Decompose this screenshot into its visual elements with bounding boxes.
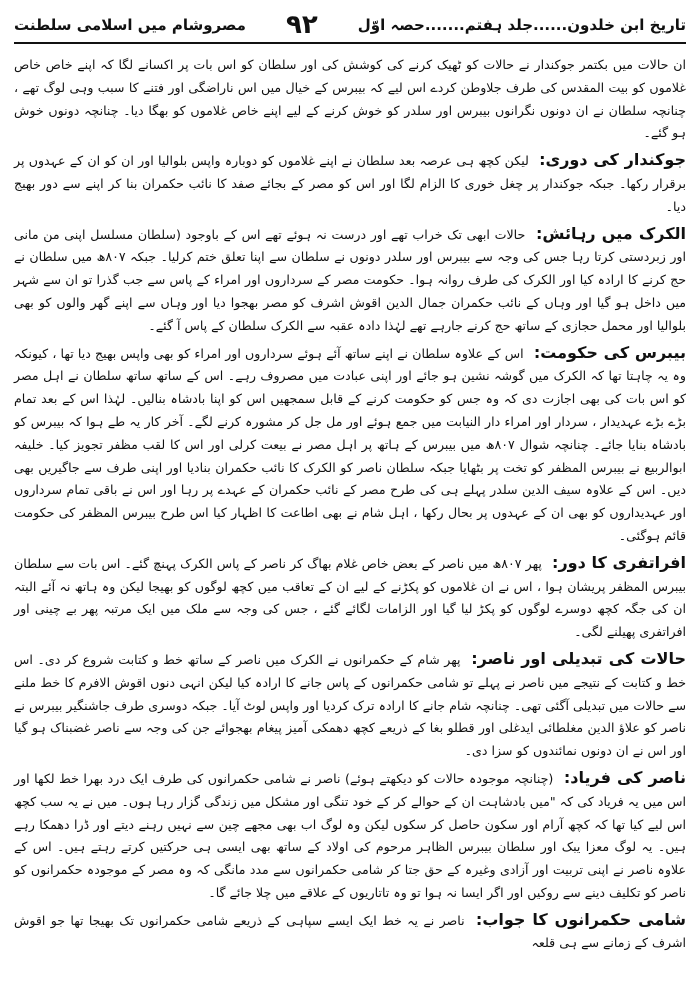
paragraph-1: [14, 54, 686, 145]
page-number: ۹۲: [285, 10, 318, 40]
chapter-title: مصروشام میں اسلامی سلطنت: [14, 16, 246, 34]
paragraph-text: لیکن کچھ ہی عرصہ بعد سلطان نے اپنے غلاموں کو دوبارہ واپس بلوالیا اور ان کو ان کے عہدوں پر برقرار رکھا۔ جبکہ جوکندار پر چغل خوری کا الزام لگا اور اس کو مصر کے بجائے صفد کا نائب حکمران بنا کر اپنے سے دور بھیج دیا۔: [14, 153, 686, 214]
paragraph-text: ناصر نے یہ خط ایک ایسے سپاہی کے ذریعے شامی حکمرانوں تک بھیجا تھا جو اقوش اشرف کے زمانے سے ہی قلعہ: [14, 912, 686, 951]
section-heading: شامی حکمرانوں کا جواب:: [475, 909, 686, 929]
book-title: تاریخ ابن خلدون......جلد ہفتم.......حصہ اوّل: [357, 16, 686, 34]
paragraph-5: [14, 552, 686, 644]
paragraph-4: [14, 342, 686, 548]
paragraph-6: [14, 648, 686, 763]
paragraph-7: [14, 767, 686, 905]
paragraph-8: [14, 909, 686, 956]
paragraph-text: ان حالات میں بکتمر جوکندار نے حالات کو ٹھیک کرنے کی کوشش کی اور سلطان کو اس بات پر اکسانے لگا کہ اپنے خاص خاص غلاموں کو بیت المقدس کی طرف جلاوطن کردے اس لیے کہ بیبرس کے خیال میں اس ناراضگی اور فتنے کا سبب وہی لوگ تھے ، چنانچہ سلطان نے ان دونوں نگرانوں بیبرس اور سلدر کو خوش کرنے کے لیے اپنے خاص غلاموں کو بھگا دیا۔ چنانچہ دونوں خوش ہو گئے۔: [14, 57, 686, 141]
page-body: [14, 54, 686, 955]
paragraph-text: (چنانچہ موجودہ حالات کو دیکھتے ہوئے) ناصر نے شامی حکمرانوں کی طرف ایک درد بھرا خط لکھا اور اس میں یہ فریاد کی کہ "میں بادشاہت ان کے حوالے کر کے خود تنگی اور مشکل میں زندگی گزار رہا ہوں۔ میں نے یہ سب کچھ اس لیے کیا تھا کہ کچھ آرام اور سکون حاصل کر سکوں لیکن وہ لوگ اب بھی مجھے چین سے نہیں رہنے دیتے اور ڈرا دھمکا رہے ہیں۔ یہ لوگ معزا یبک اور سلطان بیبرس الظاہر مرحوم کی اولاد کے ساتھ بھی ایسی ہی حرکتیں کرتے رہتے ہیں۔ اس کے علاوہ ناصر نے اپنی تربیت اور آزادی وغیرہ کے حق جتا کر شامی حکمرانوں سے مدد مانگی کہ وہ مصر کے موجودہ حکمرانوں کو ناصر کو تکلیف دینے سے روکیں اور اگر ایسا نہ ہوا تو وہ تاتاریوں کے علاقے میں چلا جائے گا۔: [14, 770, 686, 900]
section-heading: حالات کی تبدیلی اور ناصر:: [471, 648, 686, 668]
paragraph-text: اس کے علاوہ سلطان نے اپنے ساتھ آئے ہوئے سرداروں اور امراء کو بھی واپس بھیج دیا تھا ، کیونکہ وہ یہ چاہتا تھا کہ الکرک میں گوشہ نشین ہو جائے اور اپنی عبادت میں مصروف رہے۔ اس کے ساتھ ساتھ سلطان نے اہل مصر کو اس بات کی بھی اجازت دی کہ وہ جس کو حکومت کرنے کے قابل سمجھیں اس کو اپنا بادشاہ بنالیں۔ لہٰذا اس کے بعد تمام بڑے بڑے عہدیدار ، سردار اور امراء دار النیابت میں جمع ہوئے اور مل جل کر مشورہ کرنے لگے۔ آخر کار یہ طے ہوا کہ بیبرس کو بادشاہ بنایا جائے۔ چنانچہ شوال ۸۰۷ھ میں بیبرس کے ہاتھ پر اہل مصر نے بیعت کرلی اور اس کا لقب مظفر تجویز کیا۔ خلیفہ ابوالربیع نے بیبرس المظفر کو تخت پر بٹھایا جبکہ سلطان ناصر کو الکرک کا نائب حکمران بنادیا اور اپنی طرف سے جاگیریں بھی دیں۔ اس کے علاوہ سیف الدین سلدر پہلے ہی کی طرح مصر کے نائب حکمران کے عہدے پر رہا اور اس نے باقی تمام سرداروں اور عہدیداروں کو بھی ان کے عہدوں پر بحال رکھا ، اہل شام نے بھی اطاعت کا اظہار کیا اس طرح بیبرس المظفر کی حکومت قائم ہوگئی۔: [14, 345, 687, 543]
section-heading: جوکندار کی دوری:: [539, 150, 686, 170]
section-heading: افراتفری کا دور:: [552, 552, 686, 572]
section-heading: بیبرس کی حکومت:: [533, 342, 687, 362]
paragraph-text: حالات ابھی تک خراب تھے اور درست نہ ہوئے تھے اس کے باوجود (سلطان مسلسل اپنی من مانی اور زبردستی کرتا رہا جس کی وجہ سے بیبرس اور سلدر دونوں نے سلطان سے اپنا تعلق ختم کرلیا۔ جبکہ ۸۰۷ھ میں سلطان نے حج کرنے کا ارادہ کیا اور الکرک کی طرف روانہ ہوا۔ حکومت مصر کے سرداروں اور امراء کے پاس سے جب گذرا تو ان سے شہر میں داخل ہو گیا اور وہاں کے نائب حکمران جمال الدین اقوش اشرف کو مصر بھجوا دیا اور وہاں سے اپنے گھر والوں کو بھی بلوالیا اور محمل حجازی کے ساتھ حج کرنے جارہے تھے لہٰذا دادہ عقبہ سے الکرک سلطان کے پاس آ گئے۔: [14, 226, 686, 333]
paragraph-3: [14, 223, 686, 338]
page-header: [14, 8, 686, 44]
section-heading: الکرک میں رہائش:: [535, 223, 686, 243]
paragraph-text: پھر شام کے حکمرانوں نے الکرک میں ناصر کے ساتھ خط و کتابت شروع کر دی۔ اس خط و کتابت کے نتیجے میں ناصر نے پہلے تو شامی حکمرانوں کے پاس جانے کا ارادہ کیا لیکن انہی دنوں اقوش الافرم کا خط ملنے سے حالات میں تبدیلی آگئی تھی۔ چنانچہ شام جانے کا ارادہ ترک کردیا اور واپس لوٹ آیا۔ جبکہ دوسری طرف جاشنگیر بیبرس نے ناصر کو علاؤ الدین مغلطائی ایدغلی اور قطلو بغا کے ذریعے کچھ دھمکی آمیز پیغام بھجوائے جن کی وجہ سے ناصر غضبناک ہو گیا اور اس نے ان دونوں نمائندوں کو سزا دی۔: [14, 651, 686, 759]
section-heading: ناصر کی فریاد:: [563, 767, 686, 787]
paragraph-2: [14, 149, 686, 218]
paragraph-text: پھر ۸۰۷ھ میں ناصر کے بعض خاص غلام بھاگ کر ناصر کے پاس الکرک پہنچ گئے۔ اس بات سے سلطان بیبرس المظفر پریشان ہوا ، اس نے ان غلاموں کو پکڑنے کے لیے ان کے تعاقب میں کچھ لوگوں کو بھیجا لیکن وہ ہاتھ نہ آئے البتہ ان کی جگہ کچھ دوسرے لوگوں کو پکڑ لیا گیا اور الزامات لگائے گئے ، جس کی وجہ سے ملک میں ایک مرتبہ پھر بے چینی اور افراتفری پھیلنے لگی۔: [14, 555, 686, 640]
